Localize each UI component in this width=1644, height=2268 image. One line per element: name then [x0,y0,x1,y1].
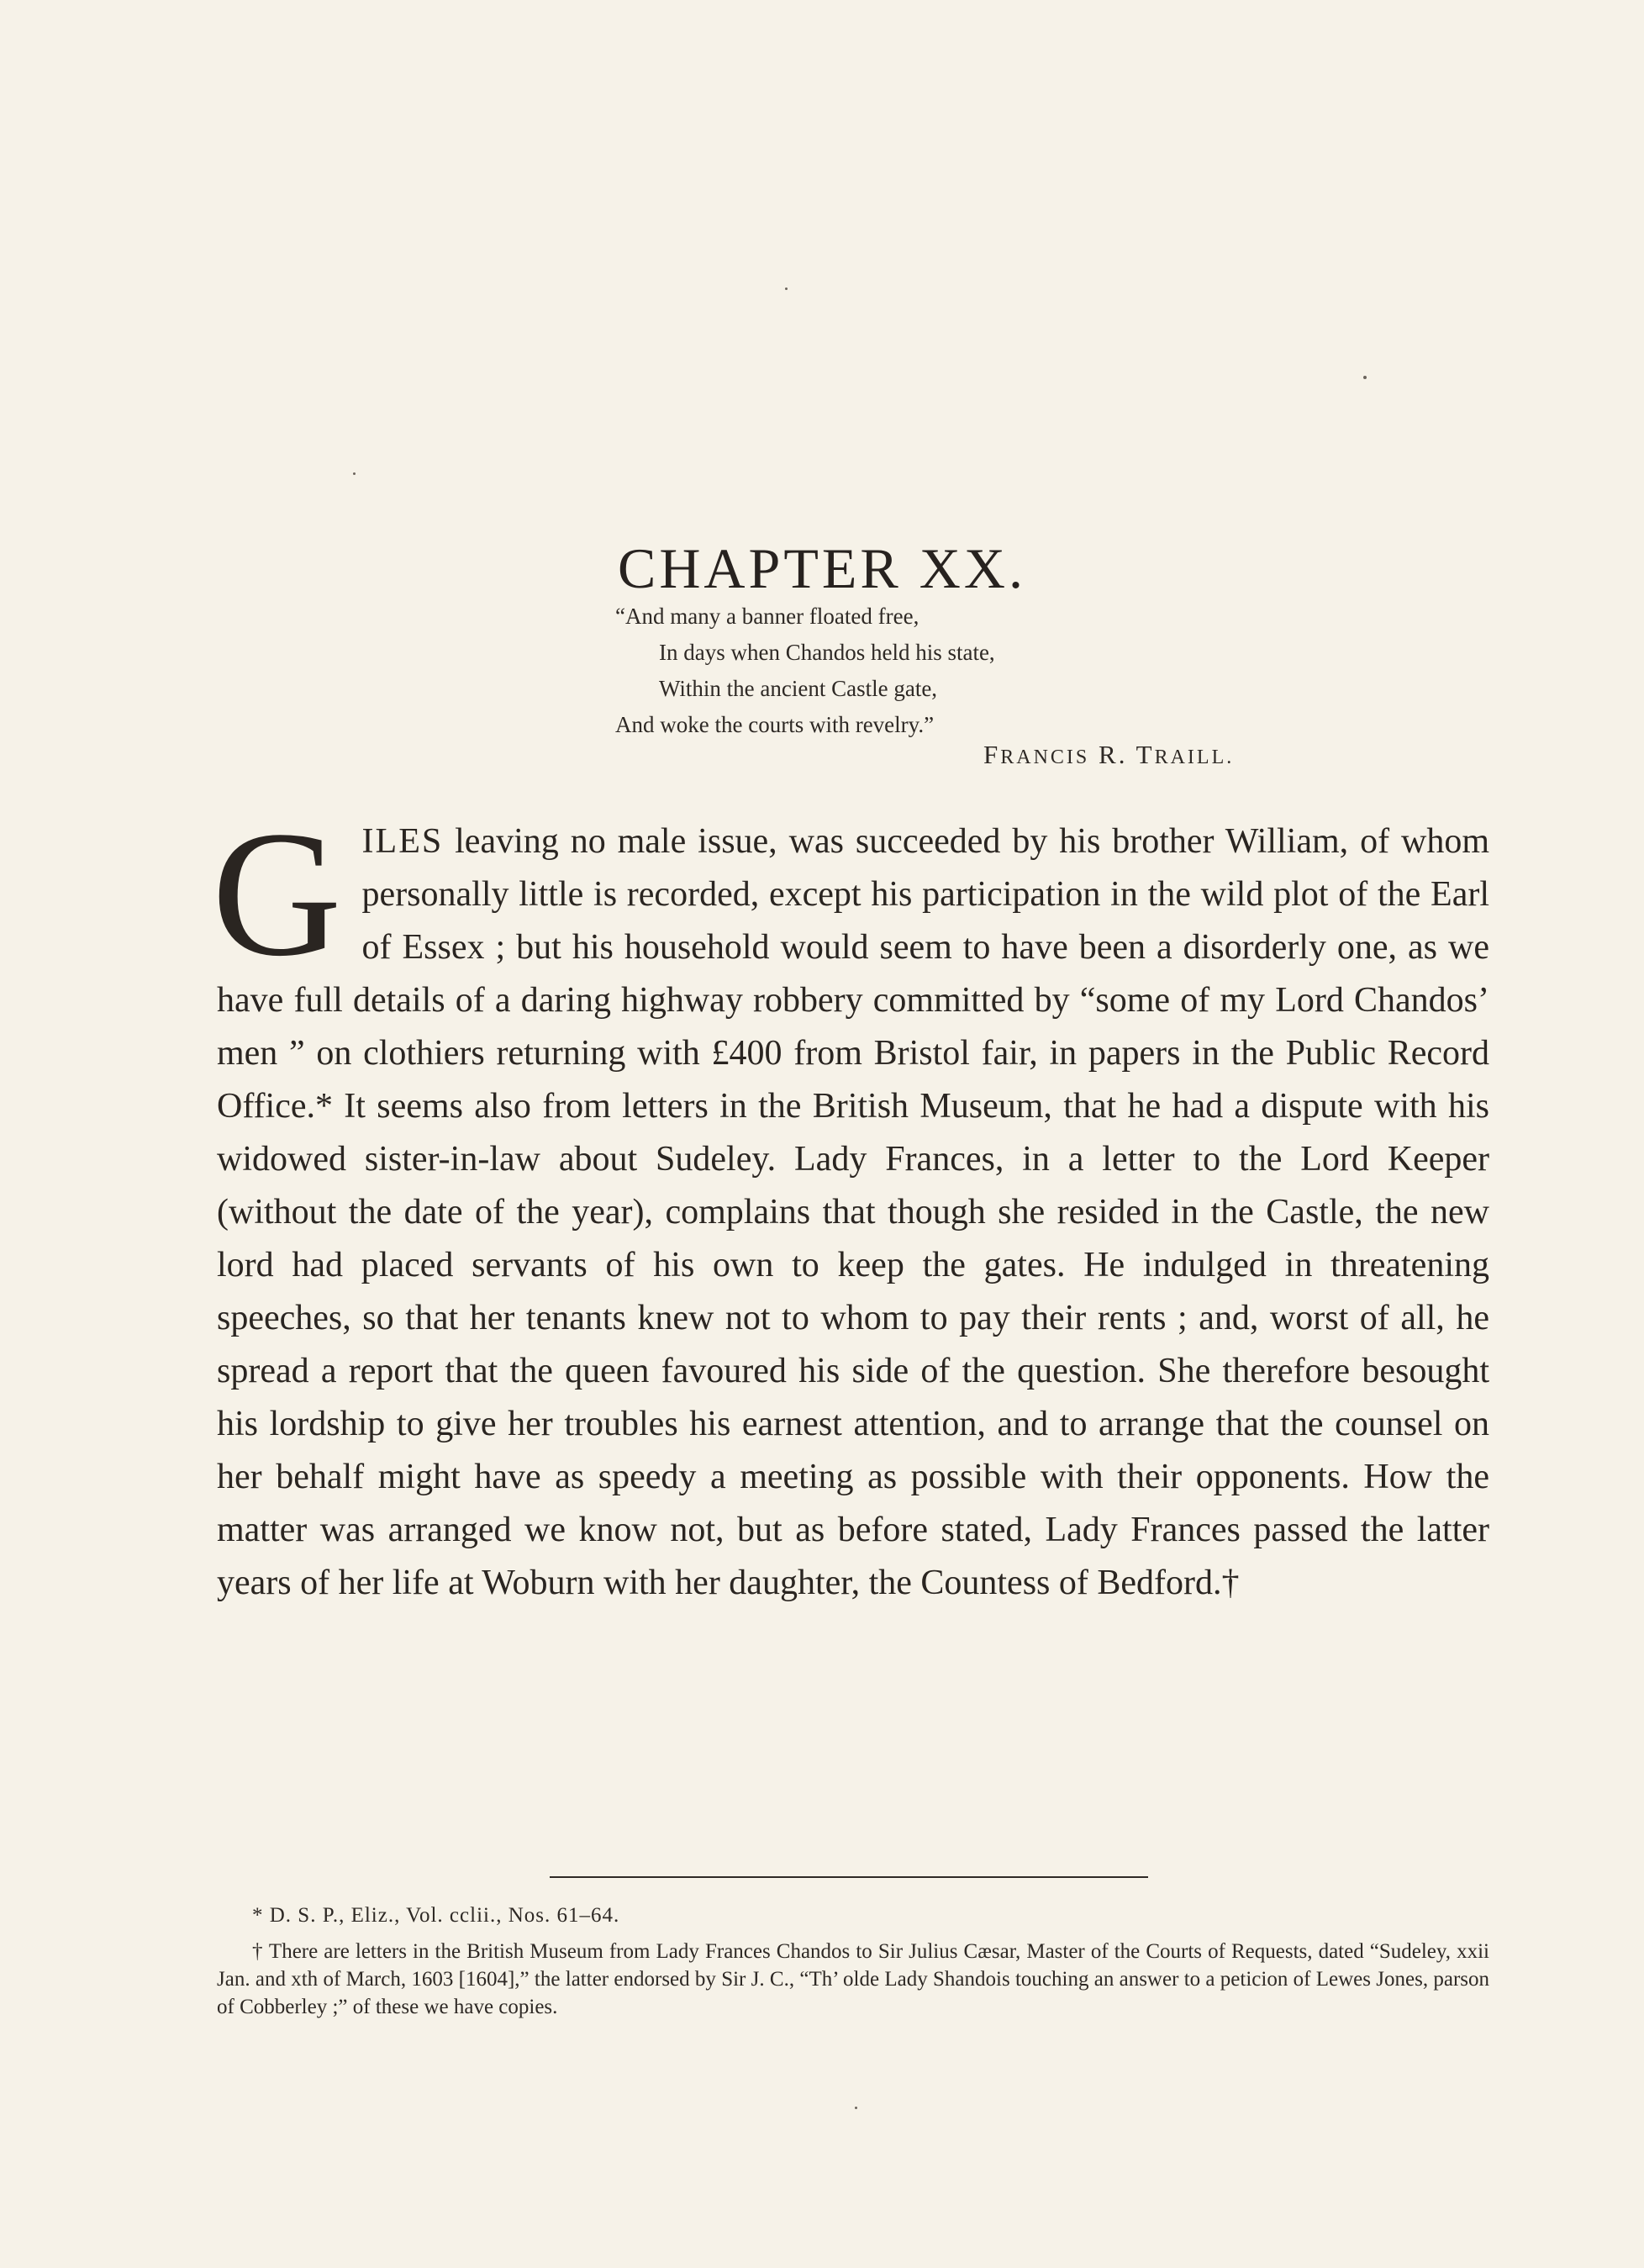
body-text: leaving no male issue, was succeeded by his brother William, of whom personally little is recorded, except his participation in the wild plot of the Earl of Essex ; but his household would seem to have been a disorderly one, as we have full details of a daring highway robbery committed by “some of my Lord Chandos’ men ” on clothiers returning with £400 from Bristol fair, in papers in the Public Record Office.* It seems also from letters in the British Museum, that he had a dispute with his widowed sister-in-law about Sudeley. Lady Frances, in a letter to the Lord Keeper (without the date of the year), complains that though she resided in the Castle, the new lord had placed servants of his own to keep the gates. He indulged in threatening speeches, so that her tenants knew not to whom to pay their rents ; and, worst of all, he spread a report that the queen favoured his side of the question. She therefore besought his lordship to give her troubles his earnest attention, and to arrange that the counsel on her behalf might have as speedy a meeting as possible with their opponents. How the matter was arranged we know not, but as before stated, Lady Frances passed the latter years of her life at Woburn with her daughter, the Countess of Bedford.† [217,822,1489,1602]
footnote: * D. S. P., Eliz., Vol. cclii., Nos. 61–64. [252,1904,620,1927]
footnote-divider [550,1876,1148,1878]
lead-caps: ILES [361,822,444,861]
footnote: † There are letters in the British Museum from Lady Frances Chandos to Sir Julius Cæsar, Master of the Courts of Requests, dated “Sudeley, xxii Jan. and xth of March, 1603 [1604],” the latter endorsed by Sir J. C., “Th’ olde Lady Shandois touching an answer to a peticion of Lewes Jones, parson of Cobberley ;” of these we have copies. [217,1940,1489,2018]
body-paragraph [212,794,1489,1610]
paper-speck [855,2107,857,2109]
epigraph-attribution [983,736,1234,776]
paper-speck [1363,376,1367,379]
attribution-initial-last: T [1136,740,1155,769]
epigraph-line: Within the ancient Castle gate, [659,676,938,701]
paper-speck [785,287,788,290]
footnotes [217,1901,1489,2021]
epigraph-line: “And many a banner floated free, [615,604,919,629]
attribution-middle: R. [1089,740,1136,769]
attribution-last-name: RAILL. [1154,746,1235,768]
epigraph-line: In days when Chandos held his state, [659,640,995,665]
attribution-initial-first: F [983,740,1001,769]
chapter-title: CHAPTER XX. [617,535,1027,600]
paper-speck [353,472,356,475]
epigraph [615,599,1372,769]
attribution-first-name: RANCIS [1000,746,1090,768]
drop-cap: G [212,794,342,994]
epigraph-line: And woke the courts with revelry.” [615,712,935,737]
